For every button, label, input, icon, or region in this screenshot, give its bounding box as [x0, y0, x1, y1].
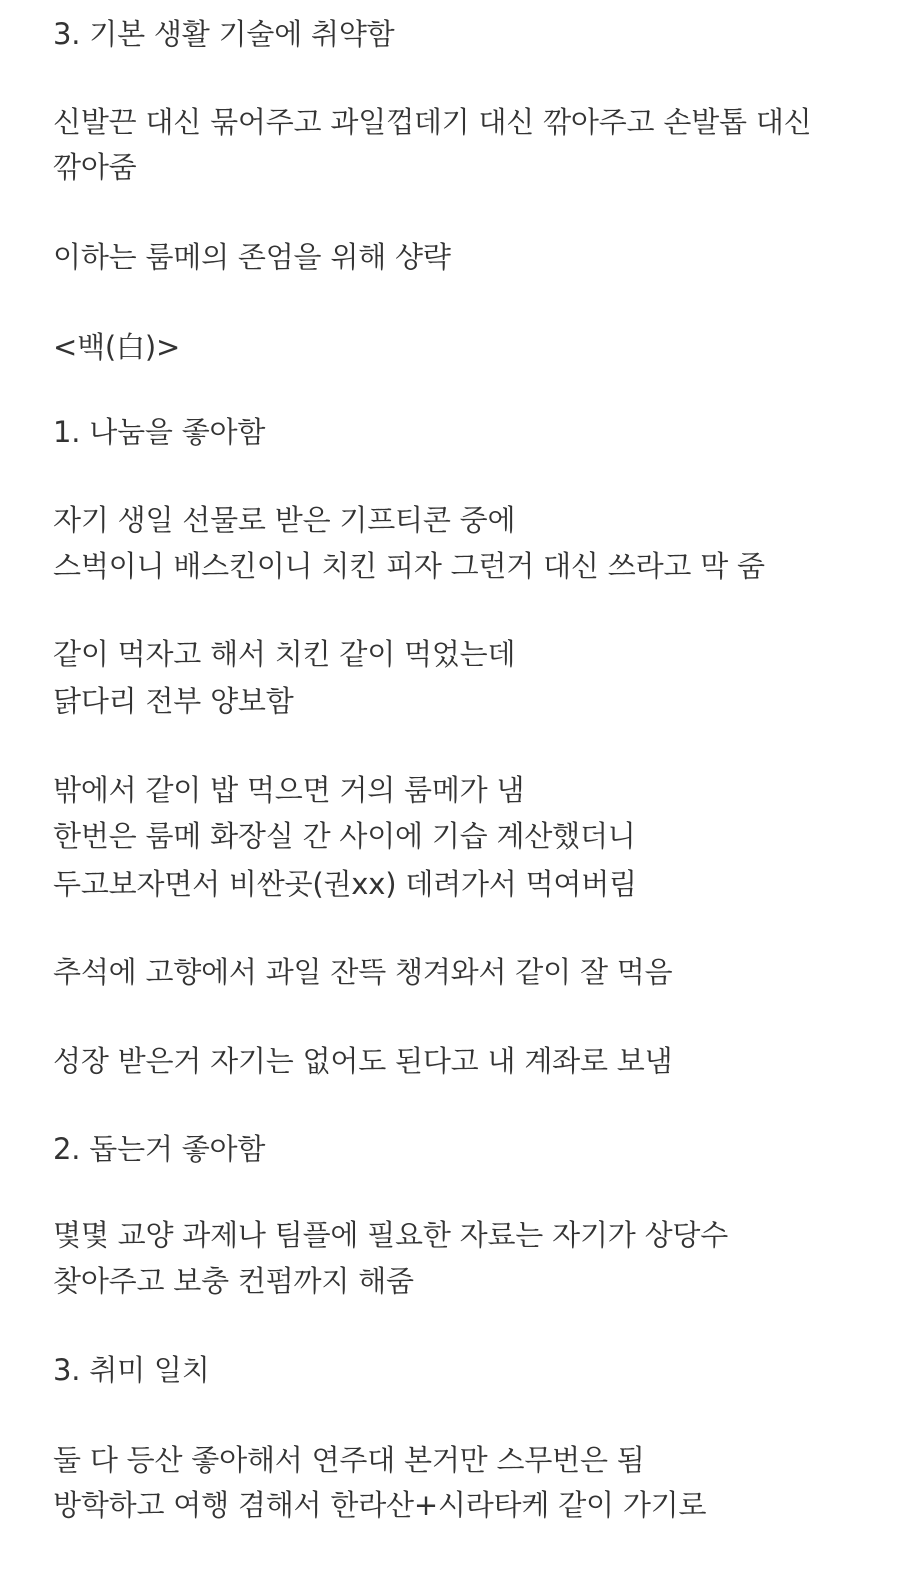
section-heading: 1. 나눔을 좋아함: [53, 415, 266, 449]
text-line: 성장 받은거 자기는 없어도 된다고 내 계좌로 보냄: [53, 1044, 673, 1078]
section-heading: 2. 돕는거 좋아함: [53, 1132, 266, 1166]
text-line: 이하는 룸메의 존엄을 위해 샹략: [53, 240, 451, 274]
section-heading: 3. 취미 일치: [53, 1353, 210, 1387]
text-line: 밖에서 같이 밥 먹으면 거의 룸메가 냄: [53, 773, 525, 807]
text-line: 몇몇 교양 과제나 팀플에 필요한 자료는 자기가 상당수: [53, 1218, 729, 1252]
text-line: 방학하고 여행 겸해서 한라산+시라타케 같이 가기로: [53, 1488, 707, 1522]
text-line: 찾아주고 보충 컨펌까지 해줌: [53, 1264, 414, 1298]
text-line: 둘 다 등산 좋아해서 연주대 본거만 스무번은 됨: [53, 1443, 645, 1477]
text-line: 깎아줌: [53, 150, 137, 184]
text-line: 두고보자면서 비싼곳(권xx) 데려가서 먹여버림: [53, 867, 637, 901]
text-line: 추석에 고향에서 과일 잔뜩 챙겨와서 같이 잘 먹음: [53, 955, 673, 989]
section-title: <백(白)>: [53, 330, 181, 364]
text-line: 닭다리 전부 양보함: [53, 684, 294, 718]
section-heading: 3. 기본 생활 기술에 취약함: [53, 17, 395, 51]
text-line: 신발끈 대신 묶어주고 과일껍데기 대신 깎아주고 손발톱 대신: [53, 105, 812, 139]
text-line: 한번은 룸메 화장실 간 사이에 기습 계산했더니: [53, 819, 636, 853]
text-line: 자기 생일 선물로 받은 기프티콘 중에: [53, 503, 516, 537]
text-line: 같이 먹자고 해서 치킨 같이 먹었는데: [53, 637, 516, 671]
text-line: 스벅이니 배스킨이니 치킨 피자 그런거 대신 쓰라고 막 줌: [53, 549, 765, 583]
